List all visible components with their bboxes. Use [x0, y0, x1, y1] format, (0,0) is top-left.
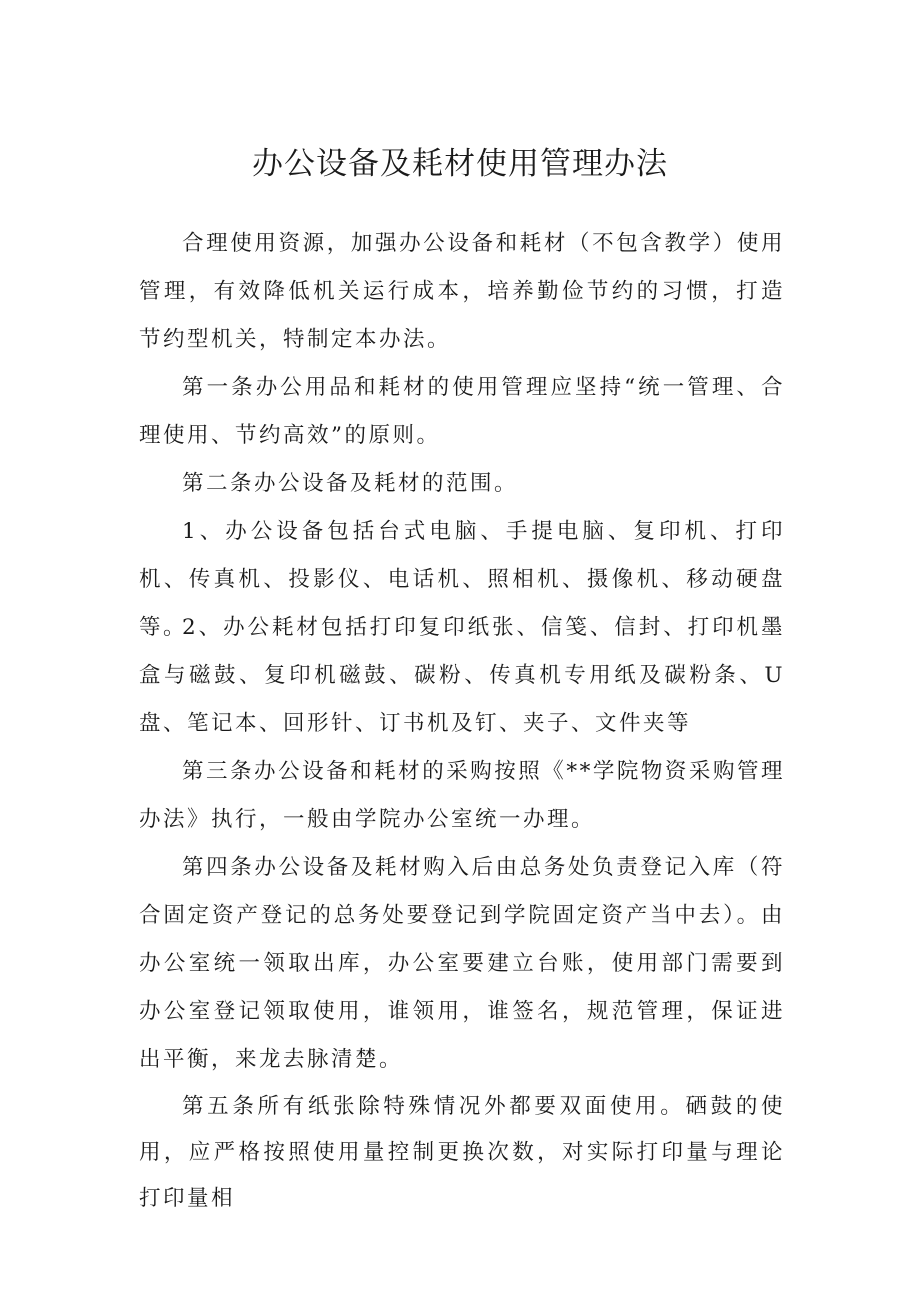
paragraph-article-5: 第五条所有纸张除特殊情况外都要双面使用。硒鼓的使用，应严格按照使用量控制更换次数，对实际打印量与理论打印量相 — [139, 1094, 785, 1211]
paragraph-article-1: 第一条办公用品和耗材的使用管理应坚持“统一管理、合理使用、节约高效”的原则。 — [139, 375, 785, 448]
paragraph-item-2: 2、办公耗材包括打印复印纸张、信笺、信封、打印机墨盒与磁鼓、复印机磁鼓、碳粉、传真机专用纸及碳粉条、U盘、笔记本、回形针、订书机及钉、夹子、文件夹等 — [139, 615, 785, 736]
paragraph-article-2: 第二条办公设备及耗材的范围。 — [182, 471, 519, 496]
paragraph-item-1: 1、办公设备包括台式电脑、手提电脑、复印机、打印机、传真机、投影仪、电话机、照相机、摄像机、移动硬盘等。 — [139, 519, 785, 640]
paragraph-article-3: 第三条办公设备和耗材的采购按照《**学院物资采购管理办法》执行，一般由学院办公室统一办理。 — [139, 759, 785, 832]
paragraph-article-4: 第四条办公设备及耗材购入后由总务处负责登记入库（符合固定资产登记的总务处要登记到学院固定资产当中去）。由办公室统一领取出库，办公室要建立台账，使用部门需要到办公室登记领取使用，谁领用，谁签名，规范管理，保证进出平衡，来龙去脉清楚。 — [139, 855, 785, 1072]
document-title: 办公设备及耗材使用管理办法 — [252, 146, 668, 182]
paragraph-intro: 合理使用资源，加强办公设备和耗材（不包含教学）使用管理，有效降低机关运行成本，培养勤俭节约的习惯，打造节约型机关，特制定本办法。 — [139, 231, 785, 352]
